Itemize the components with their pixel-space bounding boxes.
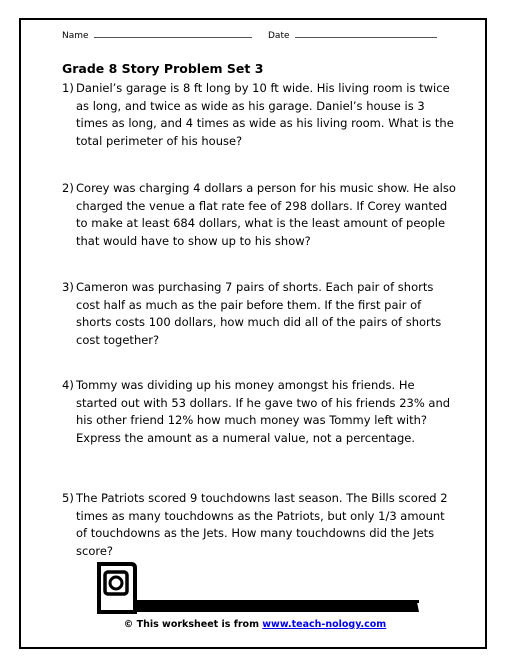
date-field[interactable] [295,29,437,38]
problem-text: Corey was charging 4 dollars a person for his music show. He also charged the venue a flat rate fee of 298 dollars. If Corey wanted to make at least 684 dollars, what is the least amount of people that would have to show up to his show? [76,181,456,248]
footer-text: © This worksheet is from [123,619,263,630]
problem-text: Cameron was purchasing 7 pairs of shorts. Each pair of shorts cost half as much as the pair before them. If the first pair of shorts costs 100 dollars, how much did all of the pairs of shorts cost together? [76,280,442,347]
problem-text: Daniel’s garage is 8 ft long by 10 ft wide. His living room is twice as long, and twice as wide as his garage. Daniel’s house is 3 times as long, and 4 times as wide as his living room. What is the total perimeter of his house? [76,81,454,148]
problem-number: 1) [62,81,74,95]
name-field[interactable] [94,29,252,38]
problem-1 [62,80,458,150]
problem-5 [62,490,458,560]
problem-text: The Patriots scored 9 touchdowns last season. The Bills scored 2 times as many touchdowns as the Patriots, but only 1/3 amount of touchdowns as the Jets. How many touchdowns did the Jets score? [76,491,448,558]
worksheet-title: Grade 8 Story Problem Set 3 [62,61,264,76]
name-label: Name [62,31,89,41]
problem-3 [62,279,458,349]
student-info-row [62,29,290,41]
problem-number: 2) [62,181,74,195]
problem-number: 3) [62,280,74,294]
copyright-footer [0,619,510,630]
problem-4 [62,377,458,447]
problem-number: 4) [62,378,74,392]
date-label: Date [268,31,290,41]
problem-number: 5) [62,491,74,505]
teach-nology-logo-icon [97,560,427,618]
teach-nology-link[interactable]: www.teach-nology.com [262,619,387,630]
problem-2 [62,180,458,250]
problem-text: Tommy was dividing up his money amongst his friends. He started out with 53 dollars. If he gave two of his friends 23% and his other friend 12% how much money was Tommy left with? Express the amount as a numeral value, not a percentage. [76,378,451,445]
